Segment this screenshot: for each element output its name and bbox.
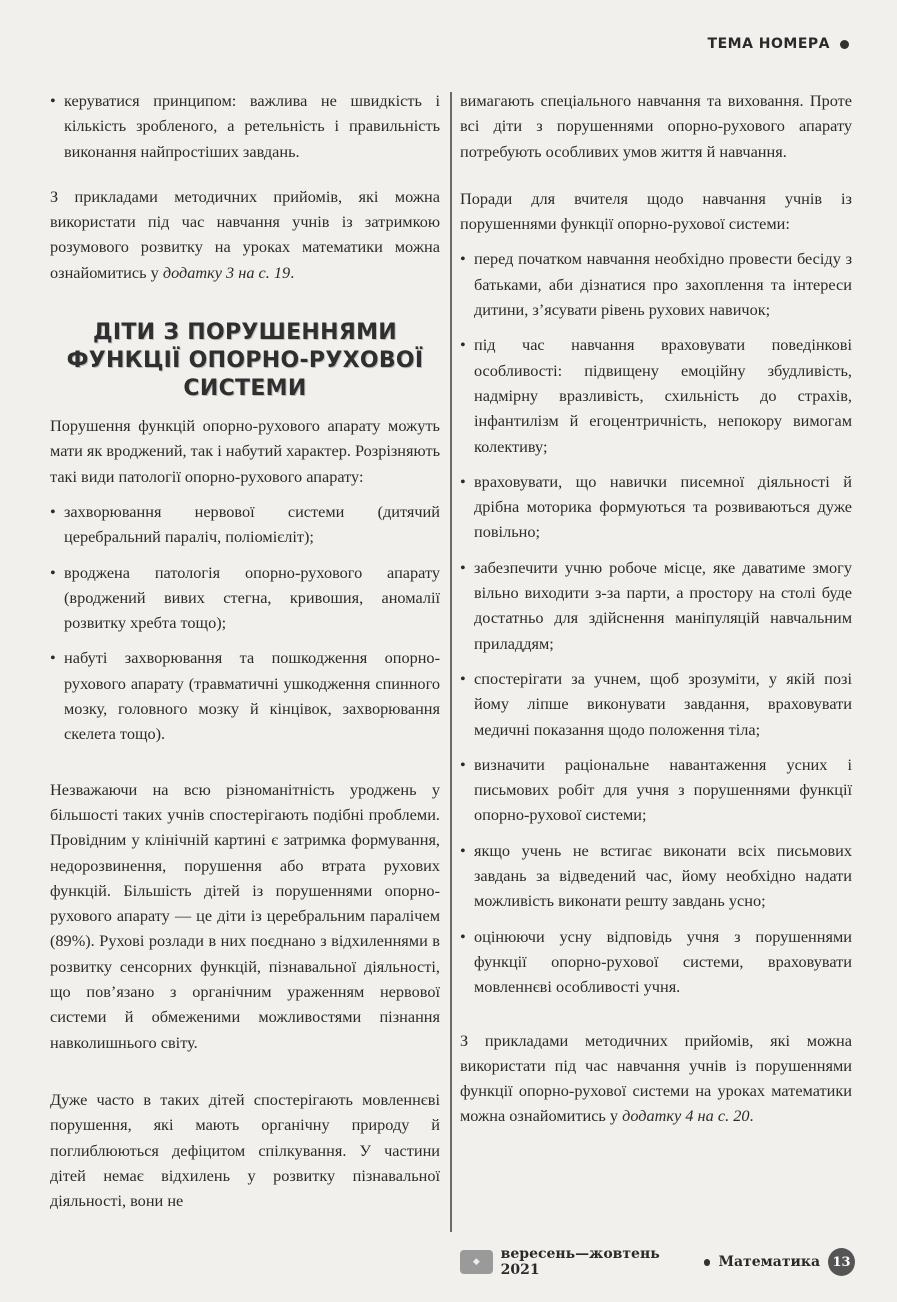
pathology-list (50, 499, 440, 747)
list-item: • спостерігати за учнем, щоб зрозуміти, у якій позі йому ліпше виконувати завдання, враховувати медичні показання щодо положення тіла; (460, 666, 852, 742)
paragraph-examples-3: З прикладами методичних прийомів, які можна використати під час навчання учнів із затримкою розумового розвитку на уроках математики можна ознайомитись у додатку 3 на с. 19. (50, 186, 440, 282)
paragraph-despite: Незважаючи на всю різноманітність уроджень у більшості таких учнів спостерігають подібні проблеми. Провідним у клінічній картині є затримка формування, недорозвинення, порушення або втрата рухових функцій. Більшість дітей із порушеннями опорно-рухового апарату — це діти із церебральним паралічем (89%). Рухові розлади в них поєднано з відхиленнями в розвитку сенсорних функцій, пізнавальної діяльності, що пов’язано з органічним ураженням нервової системи й обмеженими можливостями пізнання навколишнього світу. (50, 779, 440, 1052)
issue-date: вересень—жовтень 2021 (500, 1246, 660, 1278)
list-item: • керуватися принципом: важлива не швидкість і кількість зробленого, а ретельність і правильність виконання найпростіших завдань. (50, 88, 440, 164)
page-footer (460, 1246, 855, 1278)
section-heading: ДІТИ З ПОРУШЕННЯМИ ФУНКЦІЇ ОПОРНО-РУХОВОЇ СИСТЕМИ (66, 320, 424, 402)
list-item: • враховувати, що навички писемної діяльності й дрібна моторика формуються та розвиваються дуже повільно; (460, 469, 852, 545)
appendix-reference: додатку 4 на с. 20 (622, 1106, 750, 1126)
header-bullet-icon (840, 40, 849, 49)
page-number: 13 (828, 1248, 855, 1276)
column-divider (450, 92, 452, 1232)
list-item: • набуті захворювання та пошкодження опорно-рухового апарату (травматичні ушкодження спинного мозку, головного мозку й кінцівок, захворювання скелета тощо). (50, 645, 440, 746)
list-item: • захворювання нервової системи (дитячий церебральний параліч, поліомієліт); (50, 499, 440, 550)
list-item: • якщо учень не встигає виконати всіх письмових завдань за відведений час, йому необхідно надати можливість виконати решту завдань усно; (460, 838, 852, 914)
left-column (50, 88, 440, 1235)
paragraph-speech: Дуже часто в таких дітей спостерігають мовленнєві порушення, які мають органічну природу й поглиблюються дефіцитом спілкування. У частини дітей немає відхилень у розвитку пізнавальної діяльності, вони не (50, 1089, 440, 1211)
running-header (708, 36, 849, 52)
footer-bullet-icon (704, 1259, 711, 1266)
list-item: • перед початком навчання необхідно провести бесіду з батьками, аби дізнатися про захоплення та інтереси дитини, з’ясувати рівень рухових навичок; (460, 246, 852, 322)
paragraph-continued: вимагають спеціального навчання та виховання. Проте всі діти з порушеннями опорно-рухового апарату потребують особливих умов життя й навчання. (460, 91, 852, 161)
publisher-logo-icon: ◆ (460, 1250, 493, 1274)
list-item: • вроджена патологія опорно-рухового апарату (вроджений вивих стегна, кривошия, аномалії розвитку хребта тощо); (50, 560, 440, 636)
paragraph-examples-4: З прикладами методичних прийомів, які можна використати під час навчання учнів із порушеннями функції опорно-рухової системи на уроках математики можна ознайомитись у додатку 4 на с. 20. (460, 1030, 852, 1126)
right-column (460, 88, 852, 1151)
appendix-reference: додатку 3 на с. 19 (162, 262, 291, 282)
tips-list (460, 246, 852, 999)
list-item: • під час навчання враховувати поведінкові особливості: підвищену емоційну збудливість, надмірну вразливість, схильність до страхів, інфантилізм й егоцентричність, непокору вимогам колективу; (460, 332, 852, 458)
list-item: • забезпечити учню робоче місце, яке даватиме змогу вільно виходити з-за парти, а простору на столі буде достатньо для здійснення маніпуляцій навчальним приладдям; (460, 555, 852, 656)
continued-list (50, 88, 440, 164)
paragraph-intro: Порушення функцій опорно-рухового апарату можуть мати як вроджений, так і набутий характер. Розрізняють такі види патології опорно-рухового апарату: (50, 416, 441, 486)
section-title: ТЕМА НОМЕРА (707, 36, 830, 52)
paragraph-tips: Поради для вчителя щодо навчання учнів із порушеннями функції опорно-рухової системи: (460, 188, 852, 234)
list-item: • оцінюючи усну відповідь учня з порушеннями функції опорно-рухової системи, враховувати мовленнєві особливості учня. (460, 924, 852, 1000)
list-item: • визначити раціональне навантаження усних і письмових робіт для учня з порушеннями функції опорно-рухової системи; (460, 752, 852, 828)
journal-title: Математика (718, 1254, 821, 1270)
